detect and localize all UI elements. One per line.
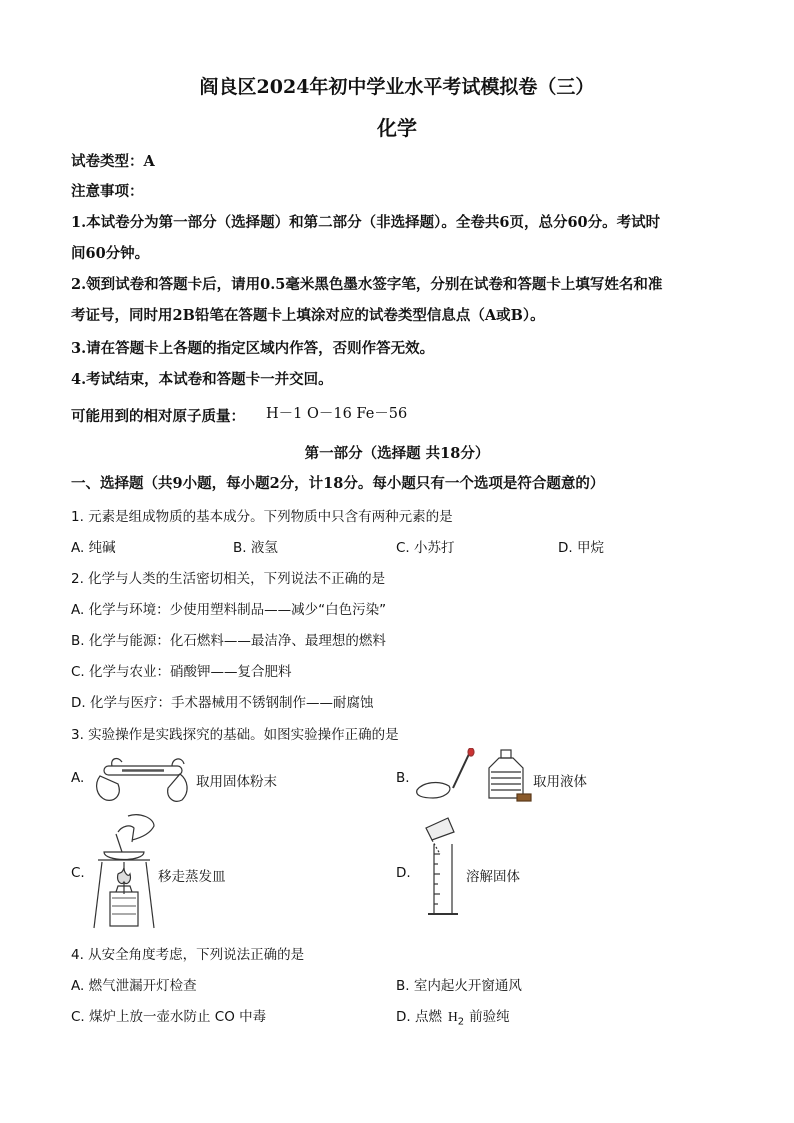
q3-option-c-letter: C. xyxy=(71,865,85,881)
q3-option-d-caption: 溶解固体 xyxy=(466,869,520,885)
question-1-stem: 1. 元素是组成物质的基本成分。下列物质中只含有两种元素的是 xyxy=(71,509,453,525)
q1-option-b: B. 液氢 xyxy=(233,540,278,556)
q3-evaporation-illustration xyxy=(88,812,160,932)
q3-dropper-illustration xyxy=(413,748,535,806)
notice-line: 2.领到试卷和答题卡后，请用0.5毫米黑色墨水签字笔，分别在试卷和答题卡上填写姓名和准 xyxy=(71,276,663,293)
q3-option-d-letter: D. xyxy=(396,865,411,881)
q4-option-d-suffix: 前验纯 xyxy=(469,1009,510,1025)
question-2-stem: 2. 化学与人类的生活密切相关，下列说法不正确的是 xyxy=(71,571,386,587)
part-heading: 第一部分（选择题 共18分） xyxy=(304,445,490,462)
notice-line: 1.本试卷分为第一部分（选择题）和第二部分（非选择题）。全卷共6页，总分60分。考试时 xyxy=(71,214,661,231)
q4-option-c: C. 煤炉上放一壶水防止 CO 中毒 xyxy=(71,1009,267,1025)
q1-option-a: A. 纯碱 xyxy=(71,540,116,556)
hydrogen-formula: H xyxy=(447,1009,458,1024)
question-3-stem: 3. 实验操作是实践探究的基础。如图实验操作正确的是 xyxy=(71,727,399,743)
q2-option-a: A. 化学与环境：少使用塑料制品——减少“白色污染” xyxy=(71,602,387,618)
q1-option-c: C. 小苏打 xyxy=(396,540,455,556)
q3-powder-illustration xyxy=(92,754,194,806)
page-title: 阎良区2024年初中学业水平考试模拟卷（三） xyxy=(199,76,595,98)
q3-cylinder-illustration xyxy=(418,814,466,922)
hydrogen-subscript: 2 xyxy=(457,1016,465,1028)
notice-line: 间60分钟。 xyxy=(71,245,150,262)
notice-line: 4.考试结束，本试卷和答题卡一并交回。 xyxy=(71,371,333,388)
q1-option-d: D. 甲烷 xyxy=(558,540,604,556)
q3-option-c-caption: 移走蒸发皿 xyxy=(158,869,226,885)
notice-line: 3.请在答题卡上各题的指定区域内作答，否则作答无效。 xyxy=(71,340,435,357)
q2-option-d: D. 化学与医疗：手术器械用不锈钢制作——耐腐蚀 xyxy=(71,695,374,711)
subject-title: 化学 xyxy=(377,116,417,140)
atomic-mass-label: 可能用到的相对原子质量： xyxy=(71,408,245,425)
q3-option-b-caption: 取用液体 xyxy=(533,774,587,790)
q3-option-b-letter: B. xyxy=(396,770,410,786)
question-4-stem: 4. 从安全角度考虑，下列说法正确的是 xyxy=(71,947,305,963)
q2-option-b: B. 化学与能源：化石燃料——最洁净、最理想的燃料 xyxy=(71,633,386,649)
q3-option-a-caption: 取用固体粉末 xyxy=(196,774,277,790)
q4-option-a: A. 燃气泄漏开灯检查 xyxy=(71,978,197,994)
q4-option-d-prefix: D. 点燃 xyxy=(396,1009,442,1025)
section-heading: 一、选择题（共9小题，每小题2分，计18分。每小题只有一个选项是符合题意的） xyxy=(71,475,605,492)
atomic-mass-values: H－1 O－16 Fe－56 xyxy=(266,406,408,422)
notice-line: 考证号，同时用2B铅笔在答题卡上填涂对应的试卷类型信息点（A或B）。 xyxy=(71,307,545,324)
paper-type: 试卷类型：A xyxy=(71,153,155,170)
q4-option-b: B. 室内起火开窗通风 xyxy=(396,978,522,994)
q2-option-c: C. 化学与农业：硝酸钾——复合肥料 xyxy=(71,664,292,680)
notice-title: 注意事项： xyxy=(71,183,144,200)
q4-option-d xyxy=(396,1005,510,1028)
q3-option-a-letter: A. xyxy=(71,770,85,786)
